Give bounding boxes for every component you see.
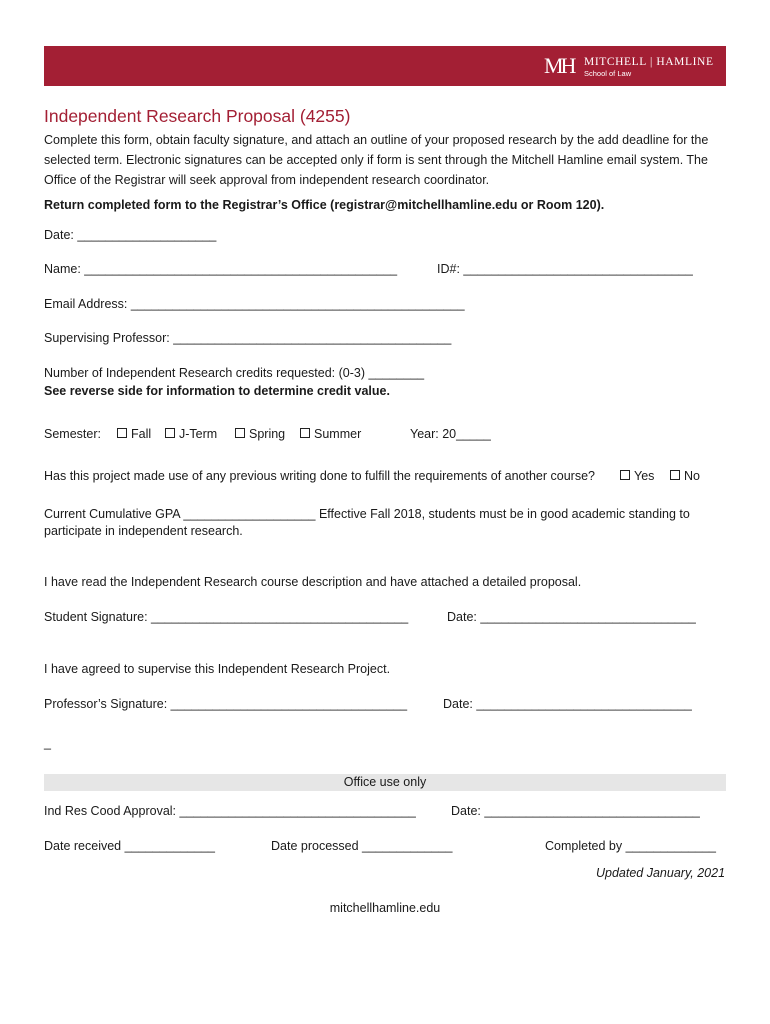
office-use-bar [44, 774, 726, 791]
student-date-field[interactable]: Date: _______________________________ [447, 610, 696, 624]
form-title: Independent Research Proposal (4255) [44, 106, 351, 126]
date-field[interactable]: Date: ____________________ [44, 228, 217, 242]
previous-writing-no[interactable]: No [670, 469, 700, 483]
semester-option-fall[interactable]: Fall [117, 427, 151, 441]
gpa-field[interactable]: Current Cumulative GPA ___________________ Effective Fall 2018, students must be in good academic standing to participate in independent research. [44, 507, 690, 538]
approval-field[interactable]: Ind Res Cood Approval: __________________________________ [44, 804, 416, 818]
semester-option-spring[interactable]: Spring [235, 427, 285, 441]
year-field[interactable]: Year: 20_____ [410, 427, 491, 441]
previous-writing-yes[interactable]: Yes [620, 469, 654, 483]
checkbox-icon[interactable] [300, 428, 310, 438]
return-note: Return completed form to the Registrar’s Office (registrar@mitchellhamline.edu or Room 120). [44, 198, 605, 212]
logo-mark: MH [544, 53, 574, 78]
student-statement: I have read the Independent Research course description and have attached a detailed proposal. [44, 575, 582, 589]
checkbox-icon[interactable] [165, 428, 175, 438]
professor-statement: I have agreed to supervise this Independent Research Project. [44, 662, 391, 676]
date-processed-field[interactable]: Date processed _____________ [271, 839, 453, 853]
logo-name: MITCHELL | HAMLINE [584, 56, 714, 68]
logo-subtitle: School of Law [584, 69, 632, 78]
supervising-professor-field[interactable]: Supervising Professor: ________________________________________ [44, 331, 452, 345]
intro-paragraph: Complete this form, obtain faculty signature, and attach an outline of your proposed research by the add deadline for the selected term. Electronic signatures can be accepted only if form is sent through the Mitchell Hamline email system. The Office of the Registrar will seek approval from independent research coordinator. [44, 133, 709, 187]
semester-option-jterm[interactable]: J-Term [165, 427, 217, 441]
professor-signature-field[interactable]: Professor’s Signature: __________________________________ [44, 697, 408, 711]
credits-field[interactable]: Number of Independent Research credits requested: (0-3) ________ [44, 366, 425, 380]
credits-note: See reverse side for information to determine credit value. [44, 384, 390, 398]
stray-underscore: _ [44, 736, 51, 750]
footer-url[interactable]: mitchellhamline.edu [329, 901, 441, 915]
date-received-field[interactable]: Date received _____________ [44, 839, 215, 853]
checkbox-icon[interactable] [117, 428, 127, 438]
completed-by-field[interactable]: Completed by _____________ [545, 839, 716, 853]
name-field[interactable]: Name: _____________________________________________ [44, 262, 398, 276]
checkbox-icon[interactable] [620, 470, 630, 480]
previous-writing-question: Has this project made use of any previous writing done to fulfill the requirements of another course? [44, 469, 595, 483]
semester-option-summer[interactable]: Summer [300, 427, 361, 441]
approval-date-field[interactable]: Date: _______________________________ [451, 804, 700, 818]
professor-date-field[interactable]: Date: _______________________________ [443, 697, 692, 711]
office-use-header: Office use only [343, 775, 427, 789]
semester-label: Semester: [44, 427, 101, 441]
checkbox-icon[interactable] [670, 470, 680, 480]
checkbox-icon[interactable] [235, 428, 245, 438]
student-signature-field[interactable]: Student Signature: _____________________________________ [44, 610, 409, 624]
updated-note: Updated January, 2021 [596, 866, 726, 880]
header-banner [44, 46, 726, 86]
email-field[interactable]: Email Address: ________________________________________________ [44, 297, 465, 311]
id-field[interactable]: ID#: _________________________________ [437, 262, 693, 276]
